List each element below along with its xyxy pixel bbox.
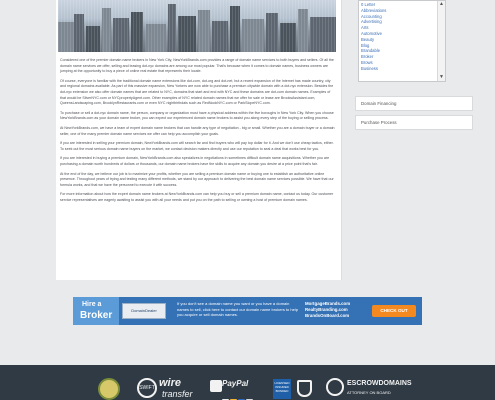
paragraph: At the end of the day, we believe our job is to maximize your profits, whether you are selling a premium domain name or buying one to establish an authoritative online presence. Throughout years of trying and testing many different methods, we stand by our approach to delivering the best domain name services possible. We have that our formula works, and that we have the personnel to execute it with success. bbox=[60, 171, 334, 187]
escrow-domains-sub: ATTORNEY ON BOARD bbox=[347, 390, 391, 395]
article-content bbox=[60, 58, 336, 207]
category-item[interactable]: Brows bbox=[361, 59, 373, 65]
category-item[interactable]: Blog bbox=[361, 42, 370, 48]
banner-site: BrandsOnBoard.com bbox=[305, 313, 350, 318]
licensed-badge: LICENSED INSURED BONDED bbox=[273, 379, 291, 399]
category-scrollbar[interactable] bbox=[437, 1, 445, 81]
category-listbox[interactable] bbox=[358, 0, 446, 82]
shield-icon bbox=[297, 380, 312, 397]
domain-dealer-badge: DomainDealer bbox=[122, 303, 166, 319]
paypal-logo: PayPal bbox=[222, 379, 249, 388]
sidebar-link-purchase-process[interactable]: Purchase Process bbox=[355, 115, 473, 130]
category-item[interactable]: Beauty bbox=[361, 36, 375, 42]
escrow-icon bbox=[326, 378, 344, 396]
category-item[interactable]: Automotive bbox=[361, 30, 382, 36]
paragraph: At NewYorkBrands.com, we have a team of expert domain name brokers that can handle any type of negotiation - big or small. Whether you are a domain buyer or a domain seller, one of the many premier domain name services we offer can help you accomplish your goals. bbox=[60, 125, 335, 136]
category-item[interactable]: Arts bbox=[361, 25, 369, 31]
category-item[interactable]: Abbreviations bbox=[361, 7, 387, 13]
category-item[interactable]: 0 Letter bbox=[361, 2, 376, 7]
paragraph: If you are interested in selling your premium domain, NewYorkBrands.com will search far and find buyers who will pay top dollar for it. And we don't use cheap tactics, either. To seek out the most serious domain name buyers on the market, we contact decision makers directly and use our reputation to seal a deal that works best for you. bbox=[60, 141, 334, 151]
paragraph: Of course, everyone is familiar with the traditional domain name extensions like dot-com, dot-org and dot-net, but a recent expansion of the Internet has made country, city and regional domains available. As part of this massive expansion, New Yorkers are now able to purchase a premium citywide domain with a dot-nyc extension. Besides the dot-nyc extension we also offer domain names that are related to NYC, domains that start and end with NYC and these domains are dot-com domain names. Examples of that would be SilverNYC.com or NYCpropertyAgent.com. Other examples of NYC related domain names that we offer for sale or lease are BrooksAssistant.com, QueensLandscaping.com, BrooklynRestaurants.com or even NYC nightbirthdals such as RedNookNYC.com or ParkSlopeNYC.com. bbox=[60, 78, 334, 106]
check-out-button[interactable]: CHECK OUT bbox=[372, 305, 416, 317]
banner-site: RealtyBranding.com bbox=[305, 307, 348, 312]
banner-promo-text: If you don't see a domain name you want or you have a domain names to sell, click here to contact our domain name brokers to help you acquire or sell domain names. bbox=[177, 301, 298, 318]
scroll-up-icon[interactable]: ▲ bbox=[439, 1, 444, 7]
card-icons bbox=[222, 391, 254, 400]
banner-sites bbox=[305, 301, 350, 319]
sidebar bbox=[355, 0, 473, 130]
hero-skyline-image bbox=[58, 0, 336, 52]
hire-broker-panel bbox=[73, 297, 119, 325]
category-item[interactable]: Advertising bbox=[361, 19, 382, 25]
trust-seal-icon bbox=[98, 378, 120, 400]
paragraph: To purchase or sell a dot-nyc domain name, the person, company or organization must have a physical address within the five boroughs in New York City. When you choose NewYorkBrands.com as your domain name broker, you can expect our experienced domain name brokers to assist you along every step of the buying or selling process. bbox=[60, 110, 334, 121]
sidebar-link-domain-financing[interactable]: Domain Financing bbox=[355, 96, 473, 111]
scroll-down-icon[interactable]: ▼ bbox=[439, 74, 444, 80]
paragraph: For more information about how the expert domain name brokers at NewYorkBrands.com can help you buy or sell a premium domain name, contact us today. Our customer service representatives are eagerly awaiting to assist you with all your needs and put you on the path to selling or owning a host of premium domain names. bbox=[60, 192, 334, 202]
category-list bbox=[361, 2, 437, 72]
banner-site: MortgageBrands.com bbox=[305, 301, 351, 306]
paragraph: If you are interested in buying a premium domain, NewYorkBrands.com also specializes in negotiations in sometimes difficult domain name acquisitions. Whether you are purchasing a domain worth hundreds of dollars or thousands, our domain name brokers have the skills to acquire any domain you desire at a price point that's fair. bbox=[60, 156, 330, 166]
category-item[interactable]: Brandable bbox=[361, 48, 381, 54]
wire-transfer-logo-sub: transfer bbox=[162, 389, 193, 399]
wire-transfer-logo: wire bbox=[159, 377, 182, 389]
escrow-domains-logo: ESCROWDOMAINS bbox=[347, 380, 412, 387]
paragraph: Considered one of the premier domain name brokers in New York City, NewYorkBrands.com provides a range of domain name services to both buyers and sellers. Of all the domain name services we offer, selling and leasing dot-nyc domains are among our most popular. That's because when it comes to domain names, business owners are jumping at the opportunity to buy a piece of online real estate that represents their locale. bbox=[60, 58, 334, 74]
category-item[interactable]: Broker bbox=[361, 54, 374, 60]
hire-broker-banner[interactable] bbox=[73, 297, 422, 325]
hire-line2: Broker bbox=[80, 310, 113, 321]
category-item[interactable]: Accounting bbox=[361, 13, 382, 19]
category-item[interactable]: Business bbox=[361, 65, 378, 71]
hire-line1: Hire a bbox=[82, 301, 102, 308]
paypal-icon bbox=[210, 380, 222, 392]
swift-icon: SWIFT bbox=[137, 378, 157, 398]
